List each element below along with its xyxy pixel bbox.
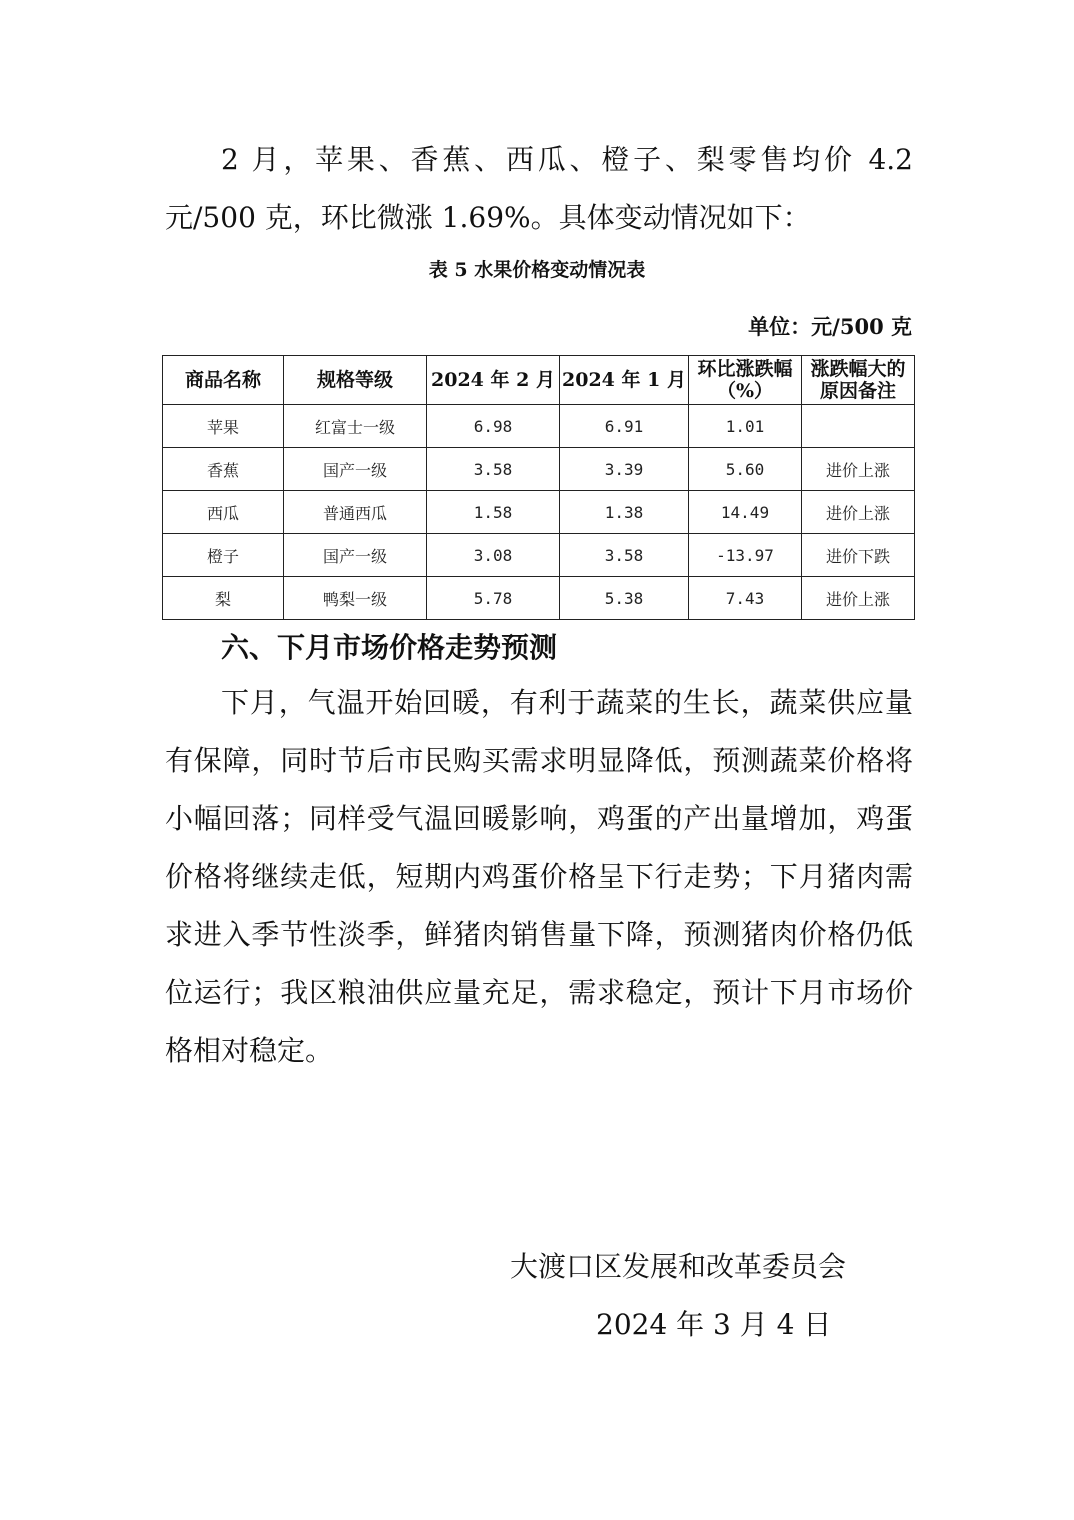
cell-change: 7.43 [689,577,802,620]
table-row [163,577,915,620]
cell-spec: 国产一级 [284,534,427,577]
cell-feb: 5.78 [427,577,560,620]
cell-spec: 红富士一级 [284,405,427,448]
header-feb: 2024 年 2 月 [427,356,560,405]
cell-change: -13.97 [689,534,802,577]
cell-jan: 1.38 [560,491,689,534]
cell-change: 14.49 [689,491,802,534]
table-row [163,491,915,534]
cell-name: 苹果 [163,405,284,448]
table-header-row [163,356,915,405]
table-row [163,405,915,448]
cell-feb: 1.58 [427,491,560,534]
header-change: 环比涨跌幅（%） [689,356,802,405]
cell-jan: 5.38 [560,577,689,620]
cell-note: 进价上涨 [802,448,915,491]
cell-spec: 国产一级 [284,448,427,491]
header-name: 商品名称 [163,356,284,405]
cell-spec: 鸭梨一级 [284,577,427,620]
header-note: 涨跌幅大的原因备注 [802,356,915,405]
cell-feb: 3.58 [427,448,560,491]
fruit-price-table [162,355,915,620]
table-row [163,448,915,491]
cell-jan: 3.58 [560,534,689,577]
forecast-paragraph: 下月，气温开始回暖，有利于蔬菜的生长，蔬菜供应量有保障，同时节后市民购买需求明显降低，预测蔬菜价格将小幅回落；同样受气温回暖影响，鸡蛋的产出量增加，鸡蛋价格将继续走低，短期内鸡蛋价格呈下行走势；下月猪肉需求进入季节性淡季，鲜猪肉销售量下降，预测猪肉价格仍低位运行；我区粮油供应量充足，需求稳定，预计下月市场价格相对稳定。 [165,686,913,1067]
table-title: 表 5 水果价格变动情况表 [428,259,646,281]
table-row [163,534,915,577]
header-jan: 2024 年 1 月 [560,356,689,405]
cell-jan: 6.91 [560,405,689,448]
cell-name: 梨 [163,577,284,620]
cell-feb: 3.08 [427,534,560,577]
cell-name: 橙子 [163,534,284,577]
cell-name: 香蕉 [163,448,284,491]
cell-spec: 普通西瓜 [284,491,427,534]
header-spec: 规格等级 [284,356,427,405]
cell-feb: 6.98 [427,405,560,448]
intro-paragraph: 2 月，苹果、香蕉、西瓜、橙子、梨零售均价 4.2 元/500 克，环比微涨 1.69%。具体变动情况如下： [165,143,913,234]
table-unit: 单位：元/500 克 [748,314,912,339]
cell-note [802,405,915,448]
cell-change: 5.60 [689,448,802,491]
cell-note: 进价下跌 [802,534,915,577]
cell-name: 西瓜 [163,491,284,534]
signature-date: 2024 年 3 月 4 日 [596,1308,832,1341]
section-heading: 六、下月市场价格走势预测 [221,631,558,664]
signature-organization: 大渡口区发展和改革委员会 [510,1250,847,1283]
cell-change: 1.01 [689,405,802,448]
cell-jan: 3.39 [560,448,689,491]
cell-note: 进价上涨 [802,577,915,620]
cell-note: 进价上涨 [802,491,915,534]
